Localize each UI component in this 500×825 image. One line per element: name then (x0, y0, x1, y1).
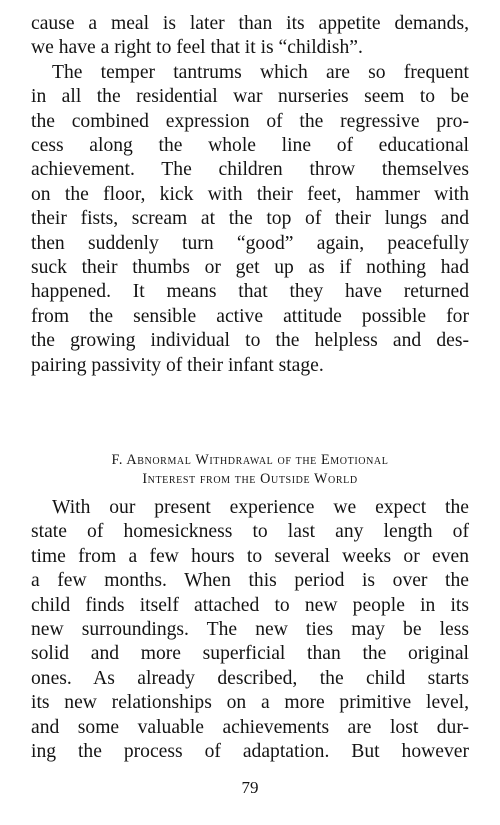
text-line: happened. It means that they have returned (31, 281, 469, 303)
text-line: suck their thumbs or get up as if nothing had (31, 257, 469, 279)
text-line: ing the process of adaptation. But however (31, 741, 469, 763)
text-line: ones. As already described, the child starts (31, 667, 469, 689)
text-line: then suddenly turn “good” again, peacefully (31, 232, 469, 254)
section-heading-line-1: F. Abnormal Withdrawal of the Emotional (111, 452, 389, 468)
text-line: from the sensible active attitude possible for (31, 305, 469, 327)
text-line: achievement. The children throw themselves (31, 159, 469, 181)
paragraph-temper-tantrums (31, 61, 469, 378)
text-line: in all the residential war nurseries seem to be (31, 86, 469, 108)
text-line: on the floor, kick with their feet, hammer with (31, 183, 469, 205)
page-number: 79 (241, 778, 259, 797)
section-body (31, 496, 469, 764)
text-line: a few months. When this period is over the (31, 570, 469, 592)
text-line: The temper tantrums which are so frequent (52, 61, 469, 83)
text-line: child finds itself attached to new people in its (31, 594, 469, 616)
paragraph-homesickness (31, 496, 469, 764)
text-line: we have a right to feel that it is “childish”. (31, 37, 363, 59)
text-line: solid and more superficial than the original (31, 643, 469, 665)
text-line: new surroundings. The new ties may be less (31, 619, 469, 641)
text-line: and some valuable achievements are lost dur- (31, 716, 469, 738)
text-line: cess along the whole line of educational (31, 135, 469, 157)
section-heading (31, 451, 469, 489)
text-line: With our present experience we expect the (52, 497, 469, 518)
text-line: the combined expression of the regressive pro- (31, 110, 469, 132)
text-line: the growing individual to the helpless and des- (31, 330, 469, 352)
text-line: pairing passivity of their infant stage. (31, 354, 324, 376)
text-line: their fists, scream at the top of their lungs and (31, 208, 469, 230)
text-line: state of homesickness to last any length of (31, 521, 469, 543)
section-heading-line-2: Interest from the Outside World (142, 471, 358, 487)
text-line: its new relationships on a more primitive level, (31, 692, 469, 714)
text-line: cause a meal is later than its appetite demands, (31, 13, 469, 34)
text-line: time from a few hours to several weeks or even (31, 545, 469, 567)
page-body (31, 12, 469, 378)
paragraph-continuation (31, 12, 469, 61)
